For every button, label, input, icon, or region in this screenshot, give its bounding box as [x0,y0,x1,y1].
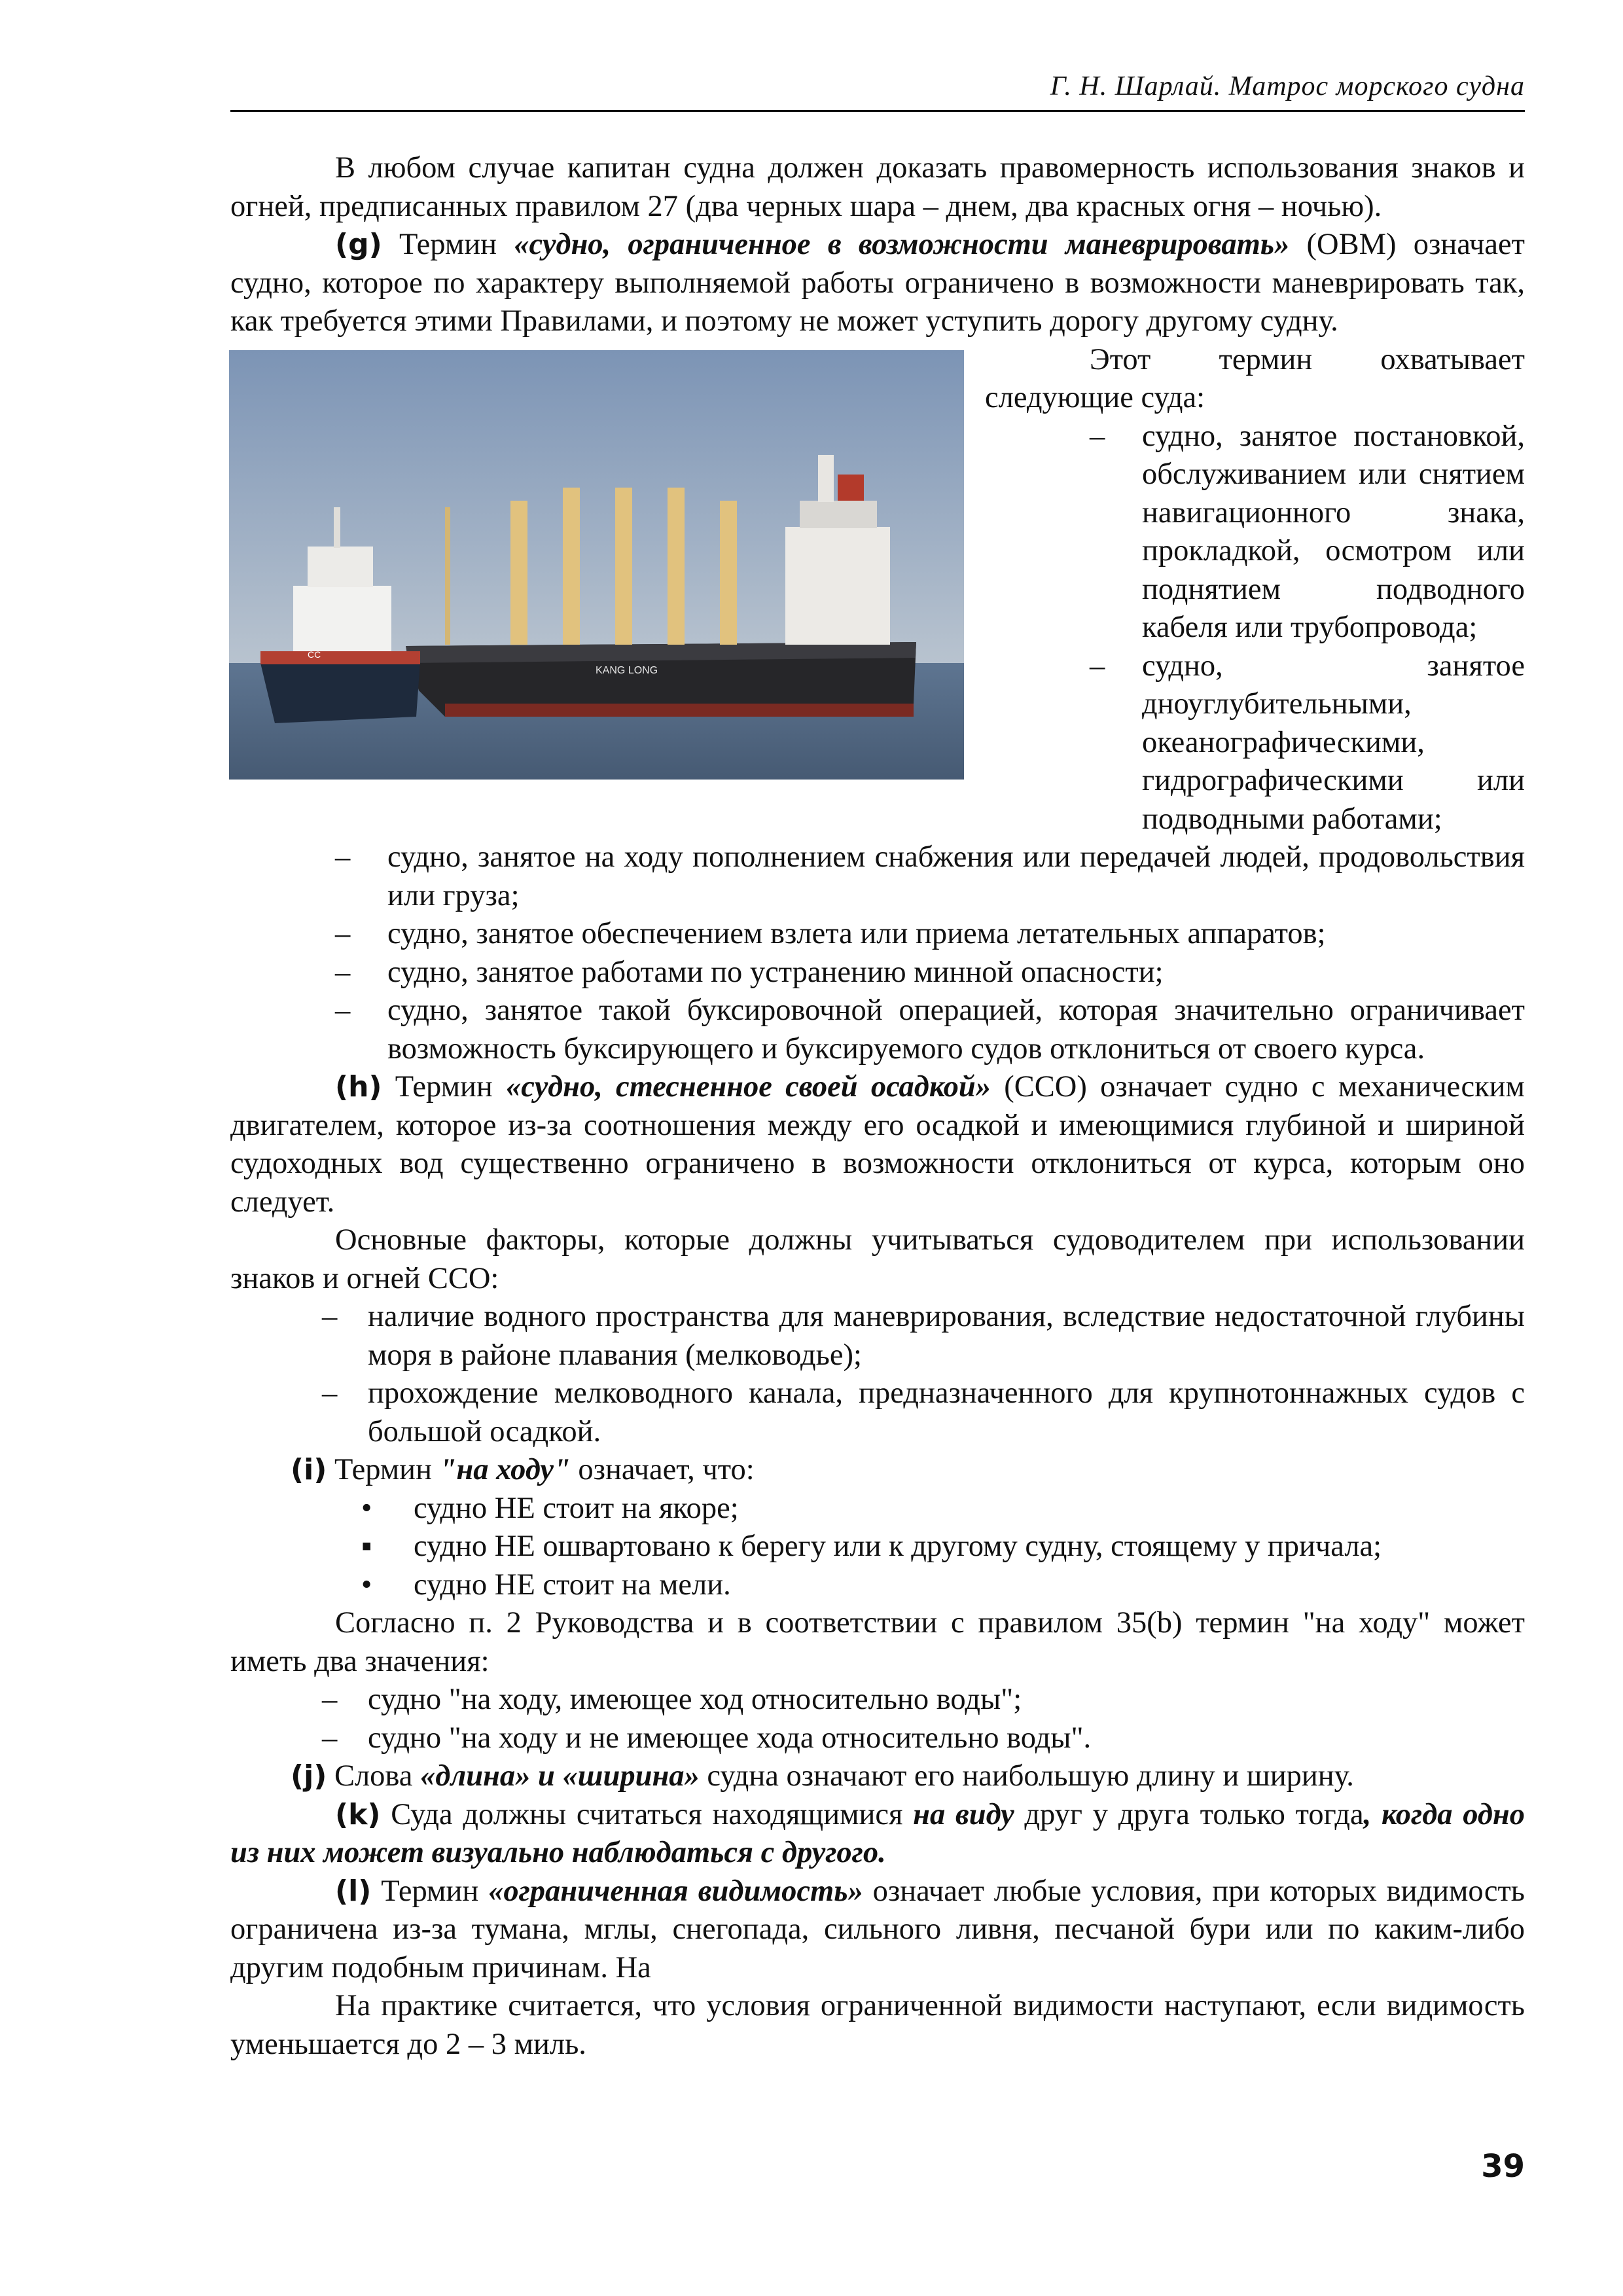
dash-marker: – [335,917,351,950]
list-item [230,915,1525,954]
dash-marker: – [322,1683,338,1716]
list-item-text: судно, занятое на ходу пополнением снабжения или передачей людей, продовольствия или груза; [387,840,1525,912]
h-factor-list [230,1298,1525,1451]
list-item-text: судно "на ходу и не имеющее хода относительно воды". [368,1721,1092,1755]
list-item [230,954,1525,992]
bullet-item [230,1490,1525,1528]
list-item-text: судно, занятое работами по устранению минной опасности; [387,955,1164,989]
i-bullet-list [230,1490,1525,1605]
ship-photo [229,350,964,780]
definition-i: (i) Термин "на ходу" означает, что: [291,1453,755,1486]
definition-j: (j) Слова «длина» и «ширина» судна означают его наибольшую длину и ширину. [291,1759,1354,1793]
list-item [230,1681,1525,1719]
dash-marker: – [1090,419,1105,453]
list-item [230,992,1525,1068]
dash-marker: – [335,955,351,989]
list-item [985,418,1525,647]
marker-k: (k) [335,1797,381,1831]
list-item [985,647,1525,839]
marker-g: (g) [335,228,382,261]
ship-name-label: KANG LONG [596,664,658,676]
tug-name-label: CC [308,649,321,660]
definition-l: (l) Термин «ограниченная видимость» означает любые условия, при которых видимость ограничена из-за тумана, мглы, снегопада, сильного ливня, песчаной бури или по каким-либо другим подобным причинам. На [230,1874,1525,1984]
running-header: Г. Н. Шарлай. Матрос морского судна [230,71,1525,112]
bullet-item [230,1528,1525,1566]
dash-marker: – [335,994,351,1027]
underway-note: Согласно п. 2 Руководства и в соответствии с правилом 35(b) термин "на ходу" может иметь два значения: [230,1606,1525,1678]
term-g: «судно, ограниченное в возможности маневрировать» [514,228,1290,261]
term-k: на виду [913,1797,1014,1831]
list-item [230,1298,1525,1374]
bullet-text: судно НЕ стоит на мели. [414,1568,731,1602]
list-item-text: прохождение мелководного канала, предназначенного для крупнотоннажных судов с большой осадкой. [368,1376,1525,1448]
list-item-text: судно, занятое такой буксировочной операцией, которая значительно ограничивает возможность буксирующего и буксируемого судов отклониться от своего курса. [387,994,1525,1066]
bullet-marker: ▪ [361,1530,372,1563]
dash-marker: – [322,1721,338,1755]
marker-j: (j) [291,1759,327,1793]
bullet-item [230,1566,1525,1605]
underway-meanings-list [230,1681,1525,1757]
bullet-marker: • [361,1491,372,1525]
list-item-text: наличие водного пространства для маневрирования, вследствие недостаточной глубины моря в районе плавания (мелководье); [368,1300,1525,1372]
list-item [230,838,1525,915]
definition-k: (k) Суда должны считаться находящимися на виду друг у друга только тогда, когда одно из них может визуально наблюдаться с другого. [230,1797,1525,1869]
term-i: "на ходу" [439,1453,571,1486]
list-item [230,1719,1525,1758]
definition-g: (g) Термин «судно, ограниченное в возможности маневрировать» (ОВМ) означает судно, которое по характеру выполняемой работы ограничено в возможности маневрировать так, как требуется этими Правилами, и поэтому не может уступить дорогу другому судну. [230,228,1525,338]
page-content [230,149,1525,2064]
dash-marker: – [335,840,351,874]
bullet-text: судно НЕ ошвартовано к берегу или к другому судну, стоящему у причала; [414,1530,1382,1563]
list-item [230,1374,1525,1451]
marker-l: (l) [335,1874,372,1908]
dash-marker: – [1090,649,1105,683]
list-item-text: судно, занятое постановкой, обслуживанием или снятием навигационного знака, прокладкой, осмотром или поднятием подводного кабеля или трубопровода; [1142,419,1525,644]
definition-h: (h) Термин «судно, стесненное своей осадкой» (ССО) означает судно с механическим двигателем, которое из-за соотношения между его осадкой и имеющимися глубиной и шириной судоходных вод существенно ограничено в возможности отклониться от курса, которым оно следует. [230,1070,1525,1219]
list-item-text: судно "на ходу, имеющее ход относительно воды"; [368,1683,1022,1716]
visibility-practice: На практике считается, что условия ограниченной видимости наступают, если видимость уменьшается до 2 – 3 миль. [230,1989,1525,2061]
term-l: «ограниченная видимость» [488,1874,863,1908]
bullet-marker: • [361,1568,372,1602]
bullet-text: судно НЕ стоит на якоре; [414,1491,739,1525]
list-item-text: судно, занятое дноуглубительными, океанографическими, гидрографическими или подводными работами; [1142,649,1525,836]
term-j: «длина» и «ширина» [420,1759,700,1793]
list-item-text: судно, занятое обеспечением взлета или приема летательных аппаратов; [387,917,1326,950]
term-h: «судно, стесненное своей осадкой» [506,1070,991,1103]
term-k-2: , когда одно из них может визуально наблюдаться с другого. [230,1797,1525,1869]
factors-intro: Основные факторы, которые должны учитываться судоводителем при использовании знаков и огней ССО: [230,1223,1525,1295]
page-number: 39 [1481,2148,1525,2185]
dash-marker: – [322,1300,338,1333]
covers-intro: Этот термин охватывает следующие суда: [985,342,1525,414]
paragraph-intro: В любом случае капитан судна должен доказать правомерность использования знаков и огней, предписанных правилом 27 (два черных шара – днем, два красных огня – ночью). [230,151,1525,223]
dash-marker: – [322,1376,338,1410]
marker-h: (h) [335,1070,382,1103]
marker-i: (i) [291,1453,327,1486]
